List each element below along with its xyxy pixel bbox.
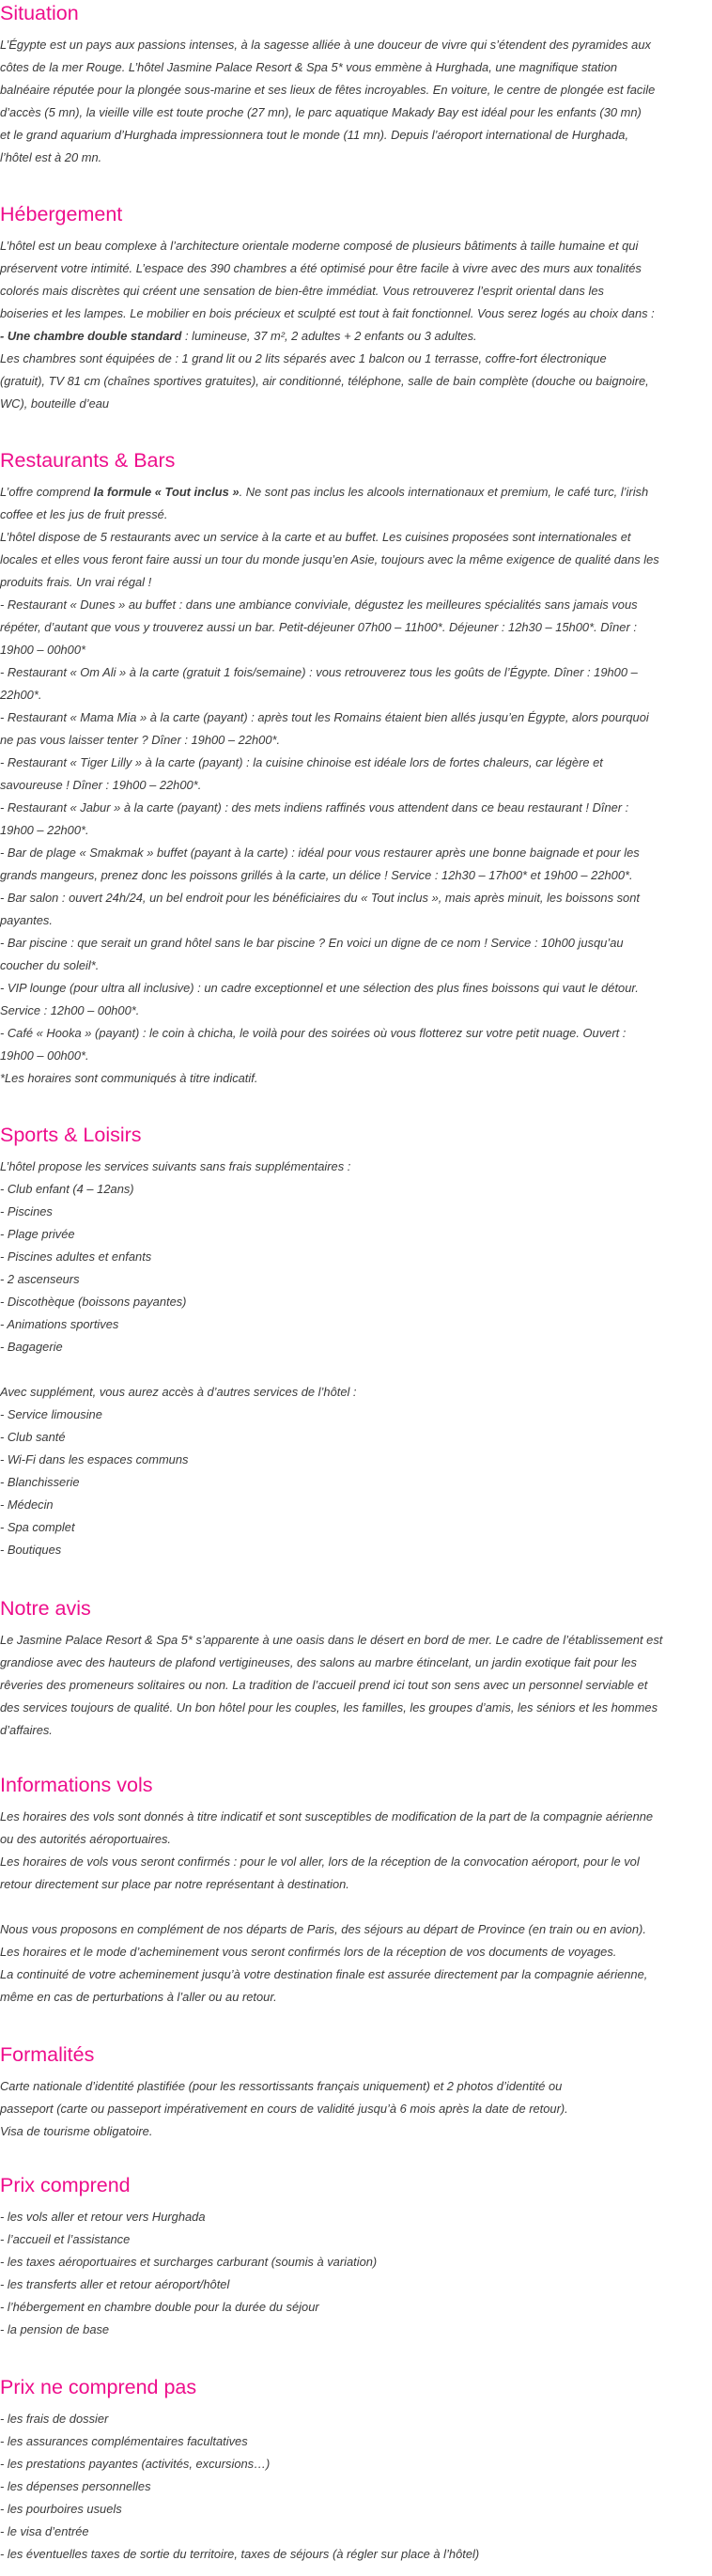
text-line: Les horaires de vols vous seront confirmés : pour le vol aller, lors de la réception de la convocation aéroport, pour le vol	[0, 1854, 640, 1869]
text-line: balnéaire réputée pour la plongée sous-marine et ses lieux de fêtes incroyables. En voiture, le centre de plongée est facile	[0, 83, 656, 97]
text-line: boiseries et les lampes. Le mobilier en bois précieux et sculpté est tout à fait fonctionnel. Vous serez logés au choix dans :	[0, 306, 655, 320]
section-body	[0, 1156, 357, 1561]
text-line: - Bar piscine : que serait un grand hôtel sans le bar piscine ? En voici un digne de ce nom ! Service : 10h00 jusqu’au	[0, 936, 624, 950]
list-item: - les transferts aller et retour aéroport/hôtel	[0, 2277, 230, 2291]
section-title: Situation	[0, 2, 79, 24]
section-hebergement	[0, 201, 655, 415]
list-item: - Piscines adultes et enfants	[0, 1249, 152, 1264]
list-item: - Médecin	[0, 1497, 54, 1512]
text-line: La continuité de votre acheminement jusqu’à votre destination finale est assurée directement par la compagnie aérienne,	[0, 1967, 648, 1981]
text-line: colorés mais discrètes qui créent une sensation de bien-être immédiat. Vous retrouverez l’esprit oriental dans les	[0, 284, 604, 298]
text-line: Les horaires des vols sont donnés à titre indicatif et sont susceptibles de modification de la part de la compagnie aérienne	[0, 1809, 654, 1823]
text-line: préservent votre intimité. L’espace des 390 chambres a été optimisé pour être facile à vivre avec des murs aux tonalités	[0, 261, 642, 275]
text-line: L’Égypte est un pays aux passions intenses, à la sagesse alliée à une douceur de vivre qui s’étendent des pyramides aux	[0, 38, 651, 52]
emphasis-text: - Une chambre double standard	[0, 329, 182, 343]
section-body	[0, 1806, 653, 2009]
text-line: WC), bouteille d’eau	[0, 396, 110, 411]
text-line: - Restaurant « Dunes » au buffet : dans une ambiance conviviale, dégustez les meilleures spécialités sans jamais vous	[0, 597, 638, 612]
list-item: - Piscines	[0, 1204, 53, 1218]
section-body	[0, 235, 655, 415]
emphasis-text: la formule « Tout inclus »	[93, 485, 240, 499]
text-line: - Bar salon : ouvert 24h/24, un bel endroit pour les bénéficiaires du « Tout inclus », mais après minuit, les boissons sont	[0, 891, 640, 905]
text-line: - Bar de plage « Smakmak » buffet (payant à la carte) : idéal pour vous restaurer après une bonne baignade et pour les	[0, 846, 640, 860]
text-line: - Restaurant « Mama Mia » à la carte (payant) : après tout les Romains étaient bien allés jusqu’en Égypte, alors pourquoi	[0, 710, 649, 724]
text-line: Visa de tourisme obligatoire.	[0, 2124, 153, 2138]
text-line: ne pas vous laisser tenter ? Dîner : 19h00 – 22h00*.	[0, 733, 281, 747]
text-line: Les chambres sont équipées de : 1 grand lit ou 2 lits séparés avec 1 balcon ou 1 terrasse, coffre-fort électronique	[0, 351, 607, 365]
list-item: - les pourboires usuels	[0, 2502, 122, 2516]
text-line: L’hôtel dispose de 5 restaurants avec un service à la carte et au buffet. Les cuisines proposées sont internationales et	[0, 530, 631, 544]
text-fragment: : lumineuse, 37 m², 2 adultes + 2 enfants ou 3 adultes.	[181, 329, 477, 343]
text-line: - VIP lounge (pour ultra all inclusive) : un cadre exceptionnel et une sélection des plus fines boissons qui vaut le détour.	[0, 981, 639, 995]
text-line: Avec supplément, vous aurez accès à d’autres services de l’hôtel :	[0, 1385, 357, 1399]
section-title: Hébergement	[0, 203, 123, 225]
text-line: passeport (carte ou passeport impérativement en cours de validité jusqu’à 6 mois après la date de retour).	[0, 2102, 568, 2116]
section-title: Prix ne comprend pas	[0, 2376, 197, 2398]
list-item: - les assurances complémentaires facultatives	[0, 2434, 248, 2448]
text-line: répéter, d’autant que vous y trouverez aussi un bar. Petit-déjeuner 07h00 – 11h00*. Déjeuner : 12h30 – 15h00*. Dîner :	[0, 620, 637, 634]
list-item: - Bagagerie	[0, 1340, 63, 1354]
section-sports	[0, 1122, 357, 1561]
section-body	[0, 2408, 479, 2566]
text-line: même en cas de perturbations à l’aller ou au retour.	[0, 1990, 277, 2004]
list-item: - les prestations payantes (activités, excursions…)	[0, 2457, 271, 2471]
text-line: - Restaurant « Om Ali » à la carte (gratuit 1 fois/semaine) : vous retrouverez tous les goûts de l’Égypte. Dîner : 19h00 –	[0, 665, 638, 679]
text-line: - Restaurant « Tiger Lilly » à la carte (payant) : la cuisine chinoise est idéale lors de fortes chaleurs, car légère et	[0, 755, 603, 769]
text-line: Carte nationale d’identité plastifiée (pour les ressortissants français uniquement) et 2 photos d’identité ou	[0, 2079, 563, 2093]
text-line: grandiose avec des hauteurs de plafond vertigineuses, des salons au marbre étincelant, un jardin exotique fait pour les	[0, 1655, 637, 1669]
text-line: côtes de la mer Rouge. L’hôtel Jasmine Palace Resort & Spa 5* vous emmène à Hurghada, une magnifique station	[0, 60, 618, 74]
text-line: 19h00 – 22h00*.	[0, 823, 89, 837]
text-line: Le Jasmine Palace Resort & Spa 5* s’apparente à une oasis dans le désert en bord de mer. Le cadre de l’établissement est	[0, 1633, 663, 1647]
section-body	[0, 34, 655, 169]
list-item: - Club santé	[0, 1430, 66, 1444]
section-situation	[0, 0, 655, 169]
text-line: L’offre comprend la formule « Tout inclus ». Ne sont pas inclus les alcools internationaux et premium, le café turc, l’irish	[0, 485, 649, 499]
text-line: l’hôtel est à 20 mn.	[0, 150, 102, 164]
list-item: - Service limousine	[0, 1407, 102, 1421]
section-formalites	[0, 2041, 568, 2143]
text-line: grands mangeurs, prenez donc les poissons grillés à la carte, un délice ! Service : 12h30 – 17h00* et 19h00 – 22h00*.	[0, 868, 633, 882]
text-line: *Les horaires sont communiqués à titre indicatif.	[0, 1071, 258, 1085]
text-line: L’hôtel propose les services suivants sans frais supplémentaires :	[0, 1159, 351, 1173]
text-line: savoureuse ! Dîner : 19h00 – 22h00*.	[0, 778, 202, 792]
list-item: - Plage privée	[0, 1227, 75, 1241]
spacer	[0, 1896, 653, 1918]
list-item: - les dépenses personnelles	[0, 2479, 151, 2493]
text-line: Nous vous proposons en complément de nos départs de Paris, des séjours au départ de Province (en train ou en avion).	[0, 1922, 646, 1936]
list-item: - les vols aller et retour vers Hurghada	[0, 2210, 206, 2224]
text-line: coffee et les jus de fruit pressé.	[0, 507, 168, 521]
text-line: retour directement sur place par notre représentant à destination.	[0, 1877, 349, 1891]
section-prix-ne-comprend-pas	[0, 2374, 479, 2566]
section-title: Formalités	[0, 2043, 95, 2066]
text-line: et le grand aquarium d’Hurghada impressionnera tout le monde (11 mn). Depuis l’aéroport international de Hurghada,	[0, 128, 629, 142]
text-line: ou des autorités aéroportuaires.	[0, 1832, 172, 1846]
list-item: - les frais de dossier	[0, 2412, 109, 2426]
section-prix-comprend	[0, 2172, 377, 2341]
list-item: - la pension de base	[0, 2322, 110, 2336]
text-line: d’affaires.	[0, 1723, 53, 1737]
section-notre-avis	[0, 1595, 662, 1742]
list-item: - Discothèque (boissons payantes)	[0, 1295, 187, 1309]
section-title: Restaurants & Bars	[0, 449, 176, 472]
list-item: - Club enfant (4 – 12ans)	[0, 1182, 134, 1196]
section-body	[0, 1629, 662, 1742]
text-line: Service : 12h00 – 00h00*.	[0, 1003, 140, 1017]
section-title: Sports & Loisirs	[0, 1124, 142, 1146]
text-line: locales et elles vous feront faire aussi un tour du monde jusqu’en Asie, toujours avec la même exigence de qualité dans les	[0, 552, 659, 566]
list-item: - le visa d’entrée	[0, 2524, 89, 2538]
text-line	[0, 325, 655, 348]
list-item: - Wi-Fi dans les espaces communs	[0, 1452, 189, 1466]
section-informations-vols	[0, 1772, 653, 2009]
section-body	[0, 2075, 568, 2143]
text-line: Les horaires et le mode d’acheminement vous seront confirmés lors de la réception de vos documents de voyages.	[0, 1945, 617, 1959]
text-line: coucher du soleil*.	[0, 958, 100, 972]
list-item: - Boutiques	[0, 1543, 62, 1557]
text-line: d’accès (5 mn), la vieille ville est toute proche (27 mn), le parc aquatique Makady Bay est idéal pour les enfants (30 mn)	[0, 105, 642, 119]
list-item: - les taxes aéroportuaires et surcharges carburant (soumis à variation)	[0, 2255, 378, 2269]
section-title: Notre avis	[0, 1597, 91, 1620]
text-line: 19h00 – 00h00*.	[0, 1048, 89, 1063]
text-line: des services toujours de qualité. Un bon hôtel pour les couples, les familles, les groupes d’amis, les séniors et les hommes	[0, 1700, 658, 1715]
text-line: 19h00 – 00h00*	[0, 643, 86, 657]
section-body	[0, 2206, 377, 2341]
text-line: - Restaurant « Jabur » à la carte (payant) : des mets indiens raffinés vous attendent dans ce beau restaurant ! Dîner :	[0, 800, 629, 815]
text-line: 22h00*.	[0, 688, 42, 702]
section-body	[0, 481, 659, 1090]
text-line: L’hôtel est un beau complexe à l’architecture orientale moderne composé de plusieurs bâtiments à taille humaine et qui	[0, 239, 639, 253]
text-line: payantes.	[0, 913, 53, 927]
list-item: - l’accueil et l’assistance	[0, 2232, 131, 2246]
list-item: - l’hébergement en chambre double pour la durée du séjour	[0, 2300, 319, 2314]
section-title: Prix comprend	[0, 2174, 131, 2196]
list-item: - 2 ascenseurs	[0, 1272, 80, 1286]
list-item: - Blanchisserie	[0, 1475, 80, 1489]
text-line: - Café « Hooka » (payant) : le coin à chicha, le voilà pour des soirées où vous flotterez sur votre petit nuage. Ouvert :	[0, 1026, 627, 1040]
list-item: - Animations sportives	[0, 1317, 119, 1331]
list-item: - Spa complet	[0, 1520, 75, 1534]
text-line: rêveries des promeneurs solitaires ou non. La tradition de l’accueil prend ici tout son sens avec un personnel serviable et	[0, 1678, 648, 1692]
text-line: (gratuit), TV 81 cm (chaînes sportives gratuites), air conditionné, téléphone, salle de bain complète (douche ou baignoire,	[0, 374, 649, 388]
text-line: produits frais. Un vrai régal !	[0, 575, 152, 589]
list-item: - les éventuelles taxes de sortie du territoire, taxes de séjours (à régler sur place à l’hôtel)	[0, 2547, 480, 2561]
spacer	[0, 1358, 357, 1381]
section-title: Informations vols	[0, 1774, 153, 1796]
section-restaurants	[0, 447, 659, 1090]
